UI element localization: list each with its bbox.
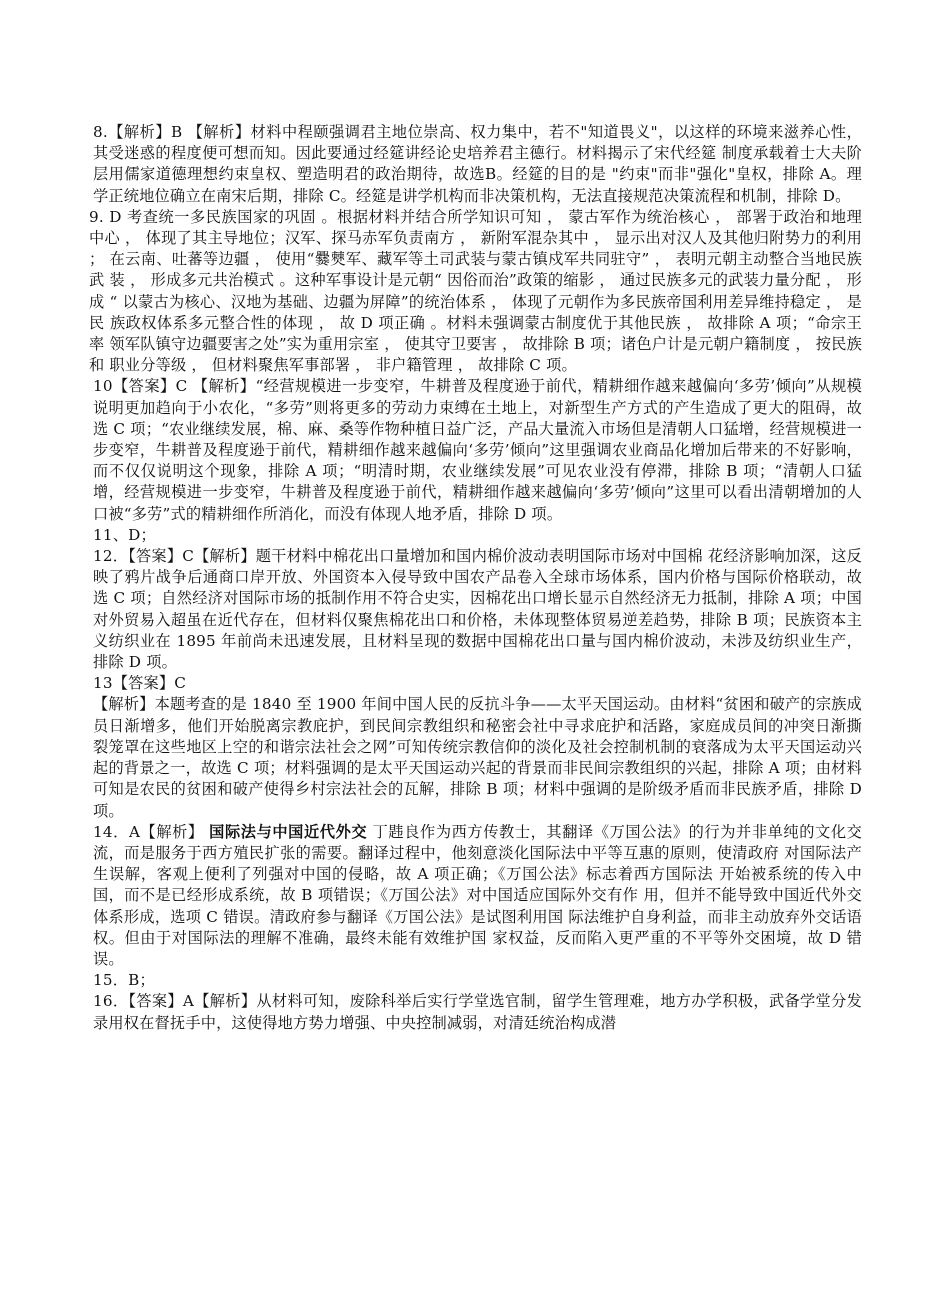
answer-11: 11、D； bbox=[93, 525, 156, 544]
answer-8: 8.【解析】B 【解析】材料中程颐强调君主地位崇高、权力集中，若不"知道畏义"，以这样的环境来滋养心性， 其受迷惑的程度便可想而知。因此要通过经筵讲经论史培养君主德行。材料揭示了宋代经筵 制度承载着士大夫阶层用儒家道德理想约束皇权、塑造明君的政治期待，故选B。经筵的目的是 "约束"而非"强化"皇权，排除 A。理学正统地位确立在南宋后期，排除 C。经筵是讲学机构而非决策机构，无法直接规范决策流程和机制，排除 D。 bbox=[93, 123, 862, 205]
answer-14-body: 丁韪良作为西方传教士，其翻译《万国公法》的行为并非单纯的文化交流，而是服务于西方殖民扩张的需要。翻译过程中，他刻意淡化国际法中平等互惠的原则，使清政府 对国际法产生误解，客观上便利了列强对中国的侵略，故 A 项正确；《万国公法》标志着西方国际法 开始被系统的传入中国，而不是已经形成系统，故 B 项错误；《万国公法》对中国适应国际外交有作 用，但并不能导致中国近代外交体系形成，选项 C 错误。清政府参与翻译《万国公法》是试图利用国 际法维护自身利益，而非主动放弃外交话语权。但由于对国际法的理解不准确，最终未能有效维护国 家权益，反而陷入更严重的不平等外交困境，故 D 错误。 bbox=[93, 822, 863, 968]
answer-10: 10【答案】C 【解析】“经营规模进一步变窄，牛耕普及程度逊于前代，精耕细作越来越偏向‘多劳’倾向”从规模说明更加趋向于小农化，“多劳”则将更多的劳动力束缚在土地上，对新型生产方式的产生造成了更大的阻碍，故选 C 项；“农业继续发展，棉、麻、桑等作物种植日益广泛，产品大量流入市场但是清朝人口猛增，经营规模进一步变窄，牛耕普及程度逊于前代，精耕细作越来越偏向‘多劳’倾向”这里强调农业商品化增加后带来的不好影响，而不仅仅说明这个现象，排除 A 项；“明清时期，农业继续发展”可见农业没有停滞，排除 B 项；“清朝人口猛增，经营规模进一步变窄，牛耕普及程度逊于前代，精耕细作越来越偏向‘多劳’倾向”这里可以看出清朝增加的人口被“多劳”式的精耕细作所消化，而没有体现人地矛盾，排除 D 项。 bbox=[93, 377, 862, 523]
answer-14-topic: 国际法与中国近代外交 bbox=[209, 822, 368, 841]
answer-15: 15．B； bbox=[93, 971, 155, 990]
answer-13-heading: 13【答案】C bbox=[93, 674, 187, 693]
answer-16: 16．【答案】A【解析】从材料可知，废除科举后实行学堂选官制，留学生管理难，地方办学积极，武备学堂分发录用权在督抚手中，这使得地方势力增强、中央控制减弱，对清廷统治构成潜 bbox=[93, 992, 862, 1032]
answer-12: 12．【答案】C【解析】题干材料中棉花出口量增加和国内棉价波动表明国际市场对中国棉 花经济影响加深，这反映了鸦片战争后通商口岸开放、外国资本入侵导致中国农产品卷入全球市场体系，国内价格与国际价格联动，故选 C 项；自然经济对国际市场的抵制作用不符合史实，因棉花出口增长显示自然经济无力抵制，排除 A 项；中国对外贸易入超虽在近代存在，但材料仅聚焦棉花出口和价格，未体现整体贸易逆差趋势，排除 B 项；民族资本主义纺织业在 1895 年前尚未迅速发展，且材料呈现的数据中国棉花出口量与国内棉价波动，未涉及纺织业生产，排除 D 项。 bbox=[93, 547, 862, 672]
answer-13-analysis: 【解析】本题考查的是 1840 至 1900 年间中国人民的反抗斗争——太平天国运动。由材料“贫困和破产的宗族成员日渐增多，他们开始脱离宗教庇护，到民间宗教组织和秘密会社中寻求庇护和活路，家庭成员间的冲突日渐撕裂笼罩在这些地区上空的和谐宗法社会之网”可知传统宗教信仰的淡化及社会控制机制的衰落成为太平天国运动兴起的背景之一，故选 C 项；材料强调的是太平天国运动兴起的背景而非民间宗教组织的兴起，排除 A 项；由材料可知是农民的贫困和破产使得乡村宗法社会的瓦解，排除 B 项；材料中强调的是阶级矛盾而非民族矛盾，排除 D 项。 bbox=[93, 695, 862, 820]
answer-14-prefix: 14．A【解析】 bbox=[93, 822, 210, 841]
answer-14 bbox=[93, 822, 862, 970]
answer-9: 9. D 考查统一多民族国家的巩固 。根据材料并结合所学知识可知 ， 蒙古军作为统治核心 ， 部署于政治和地理 中心 ， 体现了其主导地位；汉军、探马赤军负责南方 ， 新附军混杂其中 ， 显示出对汉人及其他归附势力的利用 ； 在云南、吐蕃等边疆 ， 使用“爨僰军、藏军等土司武装与蒙古镇戍军共同驻守” ， 表明元朝主动整合当地民族武 装 ， 形成多元共治模式 。这种军事设计是元朝“ 因俗而治”政策的缩影 ， 通过民族多元的武装力量分配 ， 形成 “ 以蒙古为核心、汉地为基础、边疆为屏障”的统治体系 ， 体现了元朝作为多民族帝国利用差异维持稳定 ， 是民 族政权体系多元整合性的体现 ， 故 D 项正确 。材料未强调蒙古制度优于其他民族 ， 故排除 A 项；“命宗王率 领军队镇守边疆要害之处”实为重用宗室 ， 使其守卫要害 ， 故排除 B 项；诸色户计是元朝户籍制度 ， 按民族和 职业分等级 ， 但材料聚焦军事部署 ， 非户籍管理 ， 故排除 C 项。 bbox=[89, 207, 862, 375]
